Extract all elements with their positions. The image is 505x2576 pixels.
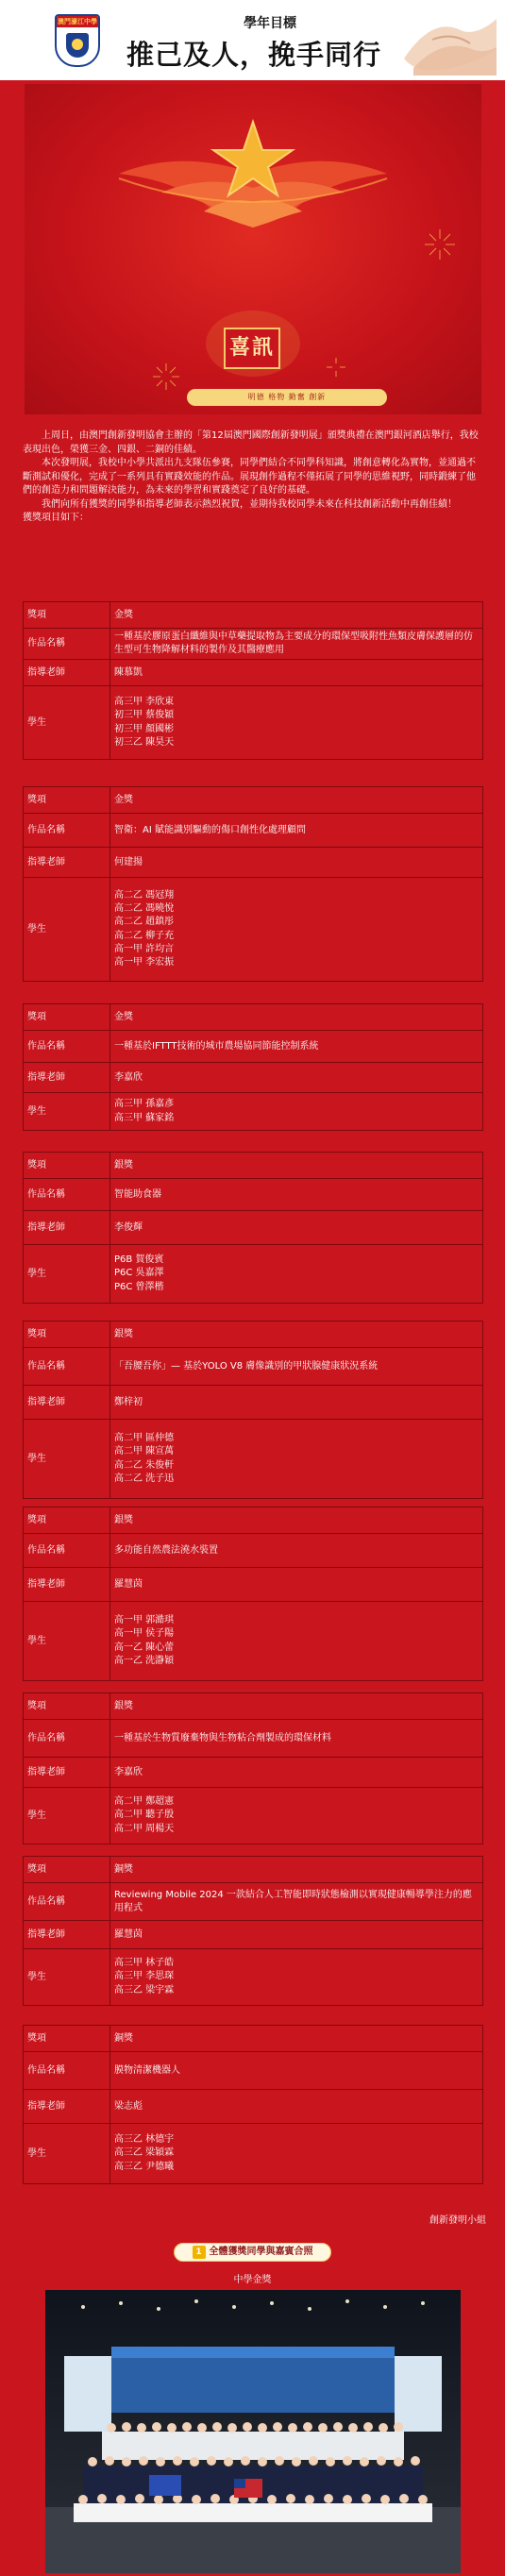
student-name: 高三甲 蘇家銘 [114,1112,175,1123]
teacher-value: 羅慧茵 [110,1921,483,1949]
student-name: 高一乙 陳心蕾 [114,1642,175,1653]
teacher-value: 李嘉欣 [110,1758,483,1788]
award-table [23,1152,483,1304]
announcement-banner [25,84,481,414]
student-name: 初三乙 陳昊天 [114,736,175,748]
students-label: 學生 [24,1602,110,1681]
banner-title: 喜訊 [224,328,280,369]
teacher-value: 梁志彪 [110,2090,483,2124]
teacher-value: 羅慧茵 [110,1568,483,1602]
teacher-value: 李俊輝 [110,1211,483,1245]
award-value: 銀獎 [110,1153,483,1179]
student-name: P6C 吳嘉澤 [114,1268,164,1279]
teacher-label: 指導老師 [24,660,110,686]
teacher-label: 指導老師 [24,1921,110,1949]
award-label: 獎項 [24,1857,110,1883]
work-label: 作品名稱 [24,1348,110,1386]
award-table [23,2025,483,2184]
teacher-label: 指導老師 [24,1758,110,1788]
group-photo-illustration [45,2290,461,2573]
students-label: 學生 [24,1245,110,1304]
page-header [0,0,505,80]
teacher-label: 指導老師 [24,848,110,878]
student-name: P6B 賀俊賓 [114,1254,164,1266]
award-table [23,1692,483,1844]
student-name: 高二乙 趙鎮彤 [114,917,175,928]
page-title: 推己及人，挽手同行 [126,39,382,71]
work-value: 智能助食器 [110,1179,483,1211]
teacher-label: 指導老師 [24,1568,110,1602]
students-label: 學生 [24,1949,110,2006]
photo-section-tag [174,2243,331,2262]
award-value: 銅獎 [110,2026,483,2052]
students-label: 學生 [24,686,110,760]
award-table [23,1856,483,2006]
student-name: 高三甲 林子皓 [114,1958,175,1969]
work-label: 作品名稱 [24,1534,110,1568]
award-list-label: 獲獎項目如下： [23,513,89,523]
intro-paragraph: 我們向所有獲獎的同學和指導老師表示熱烈祝賀，並期待我校同學未來在科技創新活動中再創佳績！ [42,498,457,510]
award-value: 金獎 [110,1004,483,1031]
award-label: 獎項 [24,1322,110,1348]
photo-caption: 中學金獎 [233,2275,272,2285]
award-value: 銀獎 [110,1693,483,1720]
student-name: 高二乙 馮曉悅 [114,902,175,914]
work-label: 作品名稱 [24,814,110,848]
page-subtitle: 學年目標 [244,16,296,31]
work-label: 作品名稱 [24,1031,110,1063]
award-value: 銀獎 [110,1507,483,1534]
students-label: 學生 [24,2124,110,2184]
student-name: 高二甲 鄭超憲 [114,1796,175,1808]
award-label: 獎項 [24,1507,110,1534]
handshake-illustration [395,2,500,77]
student-name: 初三甲 顏國彬 [114,723,175,734]
photo-section-number: 1 [193,2246,206,2259]
student-name: 高三甲 李欣東 [114,696,175,707]
award-label: 獎項 [24,1693,110,1720]
award-value: 金獎 [110,787,483,814]
teacher-value: 李嘉欣 [110,1063,483,1093]
work-label: 作品名稱 [24,2052,110,2090]
work-value: 「吾腰吾你」— 基於YOLO V8 膚像識別的甲狀腺健康狀況系統 [110,1348,483,1386]
star-icon [72,39,83,50]
work-label: 作品名稱 [24,629,110,660]
student-name: 高三乙 梁宇霖 [114,1984,175,1995]
student-name: 高一甲 郭澔琪 [114,1614,175,1625]
school-logo-text: 澳門濠江中學 [58,18,97,25]
banner-tags: 明德 格物 勤奮 創新 [187,389,387,406]
student-name: 初三甲 蔡俊穎 [114,710,175,721]
work-label: 作品名稱 [24,1883,110,1921]
teacher-value: 陳慕凱 [110,660,483,686]
student-name: 高二乙 馮冠翔 [114,889,175,901]
student-name: 高二乙 柳子充 [114,930,175,941]
teacher-label: 指導老師 [24,1386,110,1420]
student-name: 高二甲 陳宣萬 [114,1446,175,1457]
students-label: 學生 [24,1093,110,1131]
award-value: 金獎 [110,602,483,629]
work-value: 多功能自然農法澆水裝置 [110,1534,483,1568]
signature: 創新發明小組 [429,2215,486,2226]
award-table [23,1003,483,1131]
work-value: 智衛：AI 賦能識別驅動的傷口創性化處理顧問 [110,814,483,848]
student-name: 高三甲 孫嘉彥 [114,1099,175,1110]
award-table [23,786,483,982]
teacher-label: 指導老師 [24,2090,110,2124]
award-label: 獎項 [24,787,110,814]
work-value: 一種基於膠原蛋白纖維與中草藥提取物為主要成分的環保型吸附性魚類皮膚保護層的仿生型可生物降解材料的製作及其醫療應用 [110,629,483,660]
student-name: 高一甲 侯子陽 [114,1628,175,1640]
teacher-value: 何建揚 [110,848,483,878]
student-name: 高三乙 梁穎霖 [114,2147,175,2159]
student-name: 高一乙 洗瀞穎 [114,1655,175,1666]
intro-paragraph: 本次發明展，我校中小學共派出九支隊伍參賽，同學們結合不同學科知識，將創意轉化為實物，並通過不斷測試和優化，完成了一系列具有實踐效能的作品。展現創作過程不僅拓展了同學的思維視野，同時鍛練了他們的創造力和問題解決能力，為未來的學習和實踐奠定了良好的基礎。 [23,458,476,496]
students-label: 學生 [24,1420,110,1499]
work-value: 一種基於IFTTT技術的城市農場協同節能控制系統 [110,1031,483,1063]
award-table [23,1321,483,1499]
work-value: 一種基於生物質廢棄物與生物粘合劑製成的環保材料 [110,1720,483,1758]
student-name: P6C 曾澤楷 [114,1281,164,1292]
student-name: 高一甲 許均言 [114,943,175,954]
student-name: 高三甲 李思琛 [114,1971,175,1982]
teacher-label: 指導老師 [24,1211,110,1245]
work-label: 作品名稱 [24,1179,110,1211]
work-value: Reviewing Mobile 2024 一款結合人工智能即時狀態檢測以實現健康暢導學注力的應用程式 [110,1883,483,1921]
teacher-value: 鄭梓初 [110,1386,483,1420]
student-name: 高三乙 林德宇 [114,2134,175,2146]
award-label: 獎項 [24,1153,110,1179]
student-name: 高一甲 李宏振 [114,957,175,968]
award-table [23,1507,483,1681]
student-name: 高三乙 尹德曦 [114,2161,175,2172]
award-table [23,601,483,760]
intro-paragraph: 上周日，由澳門創新發明協會主辦的「第12屆澳門國際創新發明展」頒獎典禮在澳門銀河酒店舉行，我校表現出色，榮獲三金、四銀、二銅的佳績。 [23,430,479,455]
intro-section [23,429,483,526]
award-label: 獎項 [24,602,110,629]
photo-section-label: 全體獲獎同學與嘉賓合照 [209,2247,313,2257]
award-value: 銅獎 [110,1857,483,1883]
group-photo [45,2290,461,2573]
student-name: 高二甲 周楊天 [114,1823,175,1834]
student-name: 高二甲 聽子殷 [114,1810,175,1821]
award-value: 銀獎 [110,1322,483,1348]
student-name: 高二乙 洗子迅 [114,1473,175,1484]
student-name: 高二乙 朱俊軒 [114,1459,175,1471]
teacher-label: 指導老師 [24,1063,110,1093]
award-label: 獎項 [24,2026,110,2052]
students-label: 學生 [24,878,110,982]
school-logo [55,14,100,67]
students-label: 學生 [24,1788,110,1844]
student-name: 高二甲 區仲德 [114,1432,175,1443]
award-label: 獎項 [24,1004,110,1031]
work-label: 作品名稱 [24,1720,110,1758]
work-value: 膜物清潔機器人 [110,2052,483,2090]
